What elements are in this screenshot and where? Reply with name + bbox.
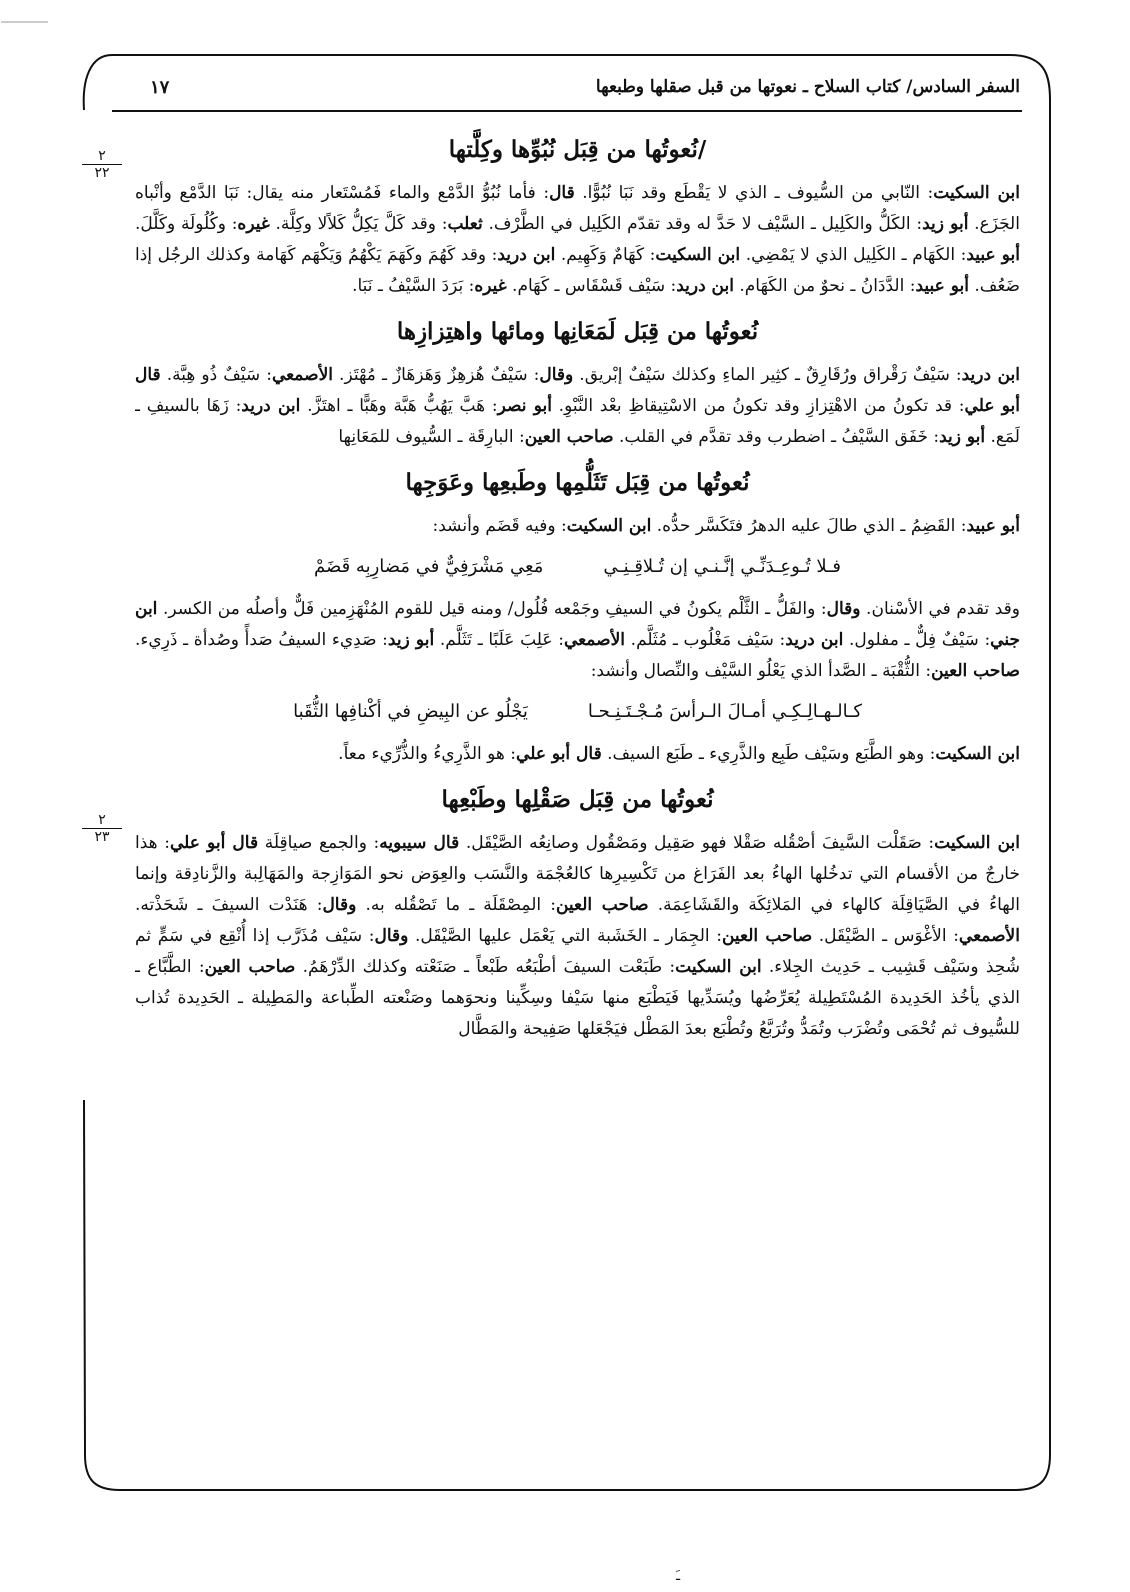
margin-marker-1 — [82, 148, 122, 181]
section-notching — [135, 465, 1020, 770]
poem-verse — [135, 693, 1020, 731]
verse-second-hemistich: يَجْلُو عن البِيضِ في أكْنافِها الثُّقَبا — [293, 701, 528, 722]
paragraph: ابن السكيت: وهو الطَّبَع وسَيْف طَبِع والذَّرِيء ـ طَبَع السيف. قال أبو علي: هو الذَّرِيءُ والذُّرِّيء معاً. — [338, 744, 1020, 764]
paragraph: أبو عبيد: القَضِمُ ـ الذي طالَ عليه الدهرُ فتَكَسَّر حدُّه. ابن السكيت: وفيه قَضَم وأنشد: — [432, 516, 1020, 536]
paragraph: ابن دريد: سَيْفٌ رَقْراق ورُقَارِقٌ ـ كثِير الماءِ وكذلك سَيْفٌ إبْريق. وقال: سَيْفٌ هُزهِزٌ وَهَزهَازٌ ـ مُهْتَز. الأصمعي: سَيْفٌ ذُو هِبَّة. قال أبو علي: قد تكونُ من الاهْتِزازِ وقد تكونُ من الاسْتِيقاظِ بعْد النَّبْوِ. أبو نصر: هَبَّ يَهُبُّ هَبَّة وهَبًّا ـ اهتَزَّ. ابن دريد: زَهَا بالسيفِ ـ لَمَع. أبو زيد: خَفَق السَّيْفُ ـ اضطرب وقد تقدَّم في القلب. صاحب العين: البارِقَة ـ السُّيوف للمَعَانِها — [135, 365, 1020, 447]
section-bluntness — [135, 132, 1020, 302]
verse-first-hemistich: فـلا تُـوعِـدَنِّـي إنَّـنـي إن تُـلاقِـنِـي — [603, 556, 841, 577]
page-body — [135, 120, 1020, 1430]
section-polishing — [135, 782, 1020, 1045]
paragraph: ابن السكيت: النّابي من السُّيوف ـ الذي لا يَقْطَع وقد نَبَا نُبُوًّا. قال: فأما نُبُوُّ الدَّمْع والماء فَمُسْتَعار منه يقال: نَبَا الدَّمْع وأنْباه الجَزَع. أبو زيد: الكَلُّ والكَلِيل ـ السَّيْف لا حَدَّ له وقد تقدّم الكَلِيل في الطَّرْف. ثعلب: وقد كَلَّ يَكِلُّ كَلاًلا وكِلَّة. غيره: وكُلُولَة وكَلَّلَ. أبو عبيد: الكَهَام ـ الكَلِيل الذي لا يَمْضِي. ابن السكيت: كَهَامٌ وَكَهِيم. ابن دريد: وقد كَهُمَ وكَهَمَ يَكْهُمُ وَيَكْهَم كَهَامة وكذلك الرجُل إذا ضَعُف. أبو عبيد: الدَّدَانُ ـ نحوٌ من الكَهَام. ابن دريد: سَيْف قَسْقَاس ـ كَهَام. غيره: بَرَدَ السَّيْفُ ـ نَبَا. — [135, 183, 1020, 296]
section-heading: /نُعوتُها من قِبَل نُبُوِّها وكِلَّتها — [448, 136, 707, 163]
stray-ink-mark: ـَ — [676, 1568, 681, 1584]
marker-numerator: ٢ — [98, 148, 106, 164]
section-heading: نُعوتُها من قِبَل صَقْلِها وطَبْعِها — [441, 786, 714, 813]
header-rule — [112, 110, 1022, 112]
paragraph: وقد تقدم في الأسْنان. وقال: والفَلُّ ـ الثَّلْم يكونُ في السيفِ وجَمْعه فُلُول/ ومنه قيل للقوم المُنْهَزِمين فَلٌّ وأصلُه من الكسر. ابن جني: سَيْفٌ فِلٌّ ـ مفلول. ابن دريد: سَيْف مَغْلُوب ـ مُثَلَّم. الأصمعي: عَلِبَ عَلَبًا ـ تَثَلَّم. أبو زيد: صَدِيء السيفُ صَدأً وصُدأة ـ ذَرِيء. صاحب العين: الثُّقْبَة ـ الصَّدأ الذي يَعْلُو السَّيْف والنِّصال وأنشد: — [135, 599, 1020, 681]
margin-marker-2 — [82, 812, 122, 845]
page-number: ١٧ — [150, 76, 170, 98]
paragraph: ابن السكيت: صَقَلْت السَّيفَ أصْقُله صَقْلا فهو صَقِيل ومَصْقُول وصانِعُه الصَّيْقَل. قال سيبويه: والجمع صياقِلَة قال أبو علي: هذا خارجٌ من الأقسام التي تدخُلها الهاءُ بعد الفَرَاغ من تَكْسِيرِها كالعُجْمَة والنَّسَب والعِوَض نحو المَوَازِجة والمَهَالِبة والزَّنادِقة وإنما الهاءُ في الصَّيَاقِلَة كالهاء في المَلائِكَة والقَشَاعِمَة. صاحب العين: المِصْقَلَة ـ ما تَصْقُله به. وقال: هَنَدْت السيفَ ـ شَحَذْته. الأصمعي: الأغْوَس ـ الصَّيْقَل. صاحب العين: الجِمَار ـ الخَشَبة التي يَعْمَل عليها الصَّيْقَل. وقال: سَيْف مُذَرَّب إذا أُنْقِع في سَمٍّ ثم شُحِذ وسَيْف قَشِيب ـ حَدِيث الجِلاء. ابن السكيت: طَبَعْت السيفَ أطْبَعُه طَبْعاً ـ صَنَعْته وكذلك الدِّرْهَمُ. صاحب العين: الطَّبَّاع ـ الذي يأخُذ الحَدِيدة المُسْتَطِيلة يُعَرِّضُها ويُسَدِّيها فَيَطْبَع منها سَيْفا وسِكِّينا ونحوَهما وصَنْعته الطِّباعة والمَطِيلة ـ الحَدِيدة تُذاب للسُّيوف ثم تُحْمَى وتُضْرَب وتُمَدُّ وتُرَبَّعُ وتُطْبَع بعدَ المَطْل فيَجْعَلها صَفِيحة والمَطَّال — [135, 833, 1020, 1039]
running-title: السفر السادس/ كتاب السلاح ـ نعوتها من قبل صقلها وطبعها — [595, 77, 1020, 97]
marker-denominator: ٢٣ — [82, 828, 122, 845]
marker-denominator: ٢٢ — [82, 164, 122, 181]
marker-numerator: ٢ — [98, 812, 106, 828]
running-header — [150, 70, 1020, 104]
verse-second-hemistich: مَعِي مَشْرَفِيٌّ في مَضارِبِه قَضَمْ — [314, 556, 544, 577]
section-gleaming — [135, 314, 1020, 453]
poem-verse — [135, 548, 1020, 586]
verse-first-hemistich: كـالـهـالِـكِـي أمـالَ الـرأسَ مُـجْـتَـنِـحـا — [587, 701, 862, 722]
section-heading: نُعوتُها من قِبَل تَثَلُّمِها وطَبعِها وعَوَجِها — [405, 469, 750, 496]
section-heading: نُعوتُها من قِبَل لَمَعَانِها ومائها واهتِزازِها — [396, 318, 759, 345]
